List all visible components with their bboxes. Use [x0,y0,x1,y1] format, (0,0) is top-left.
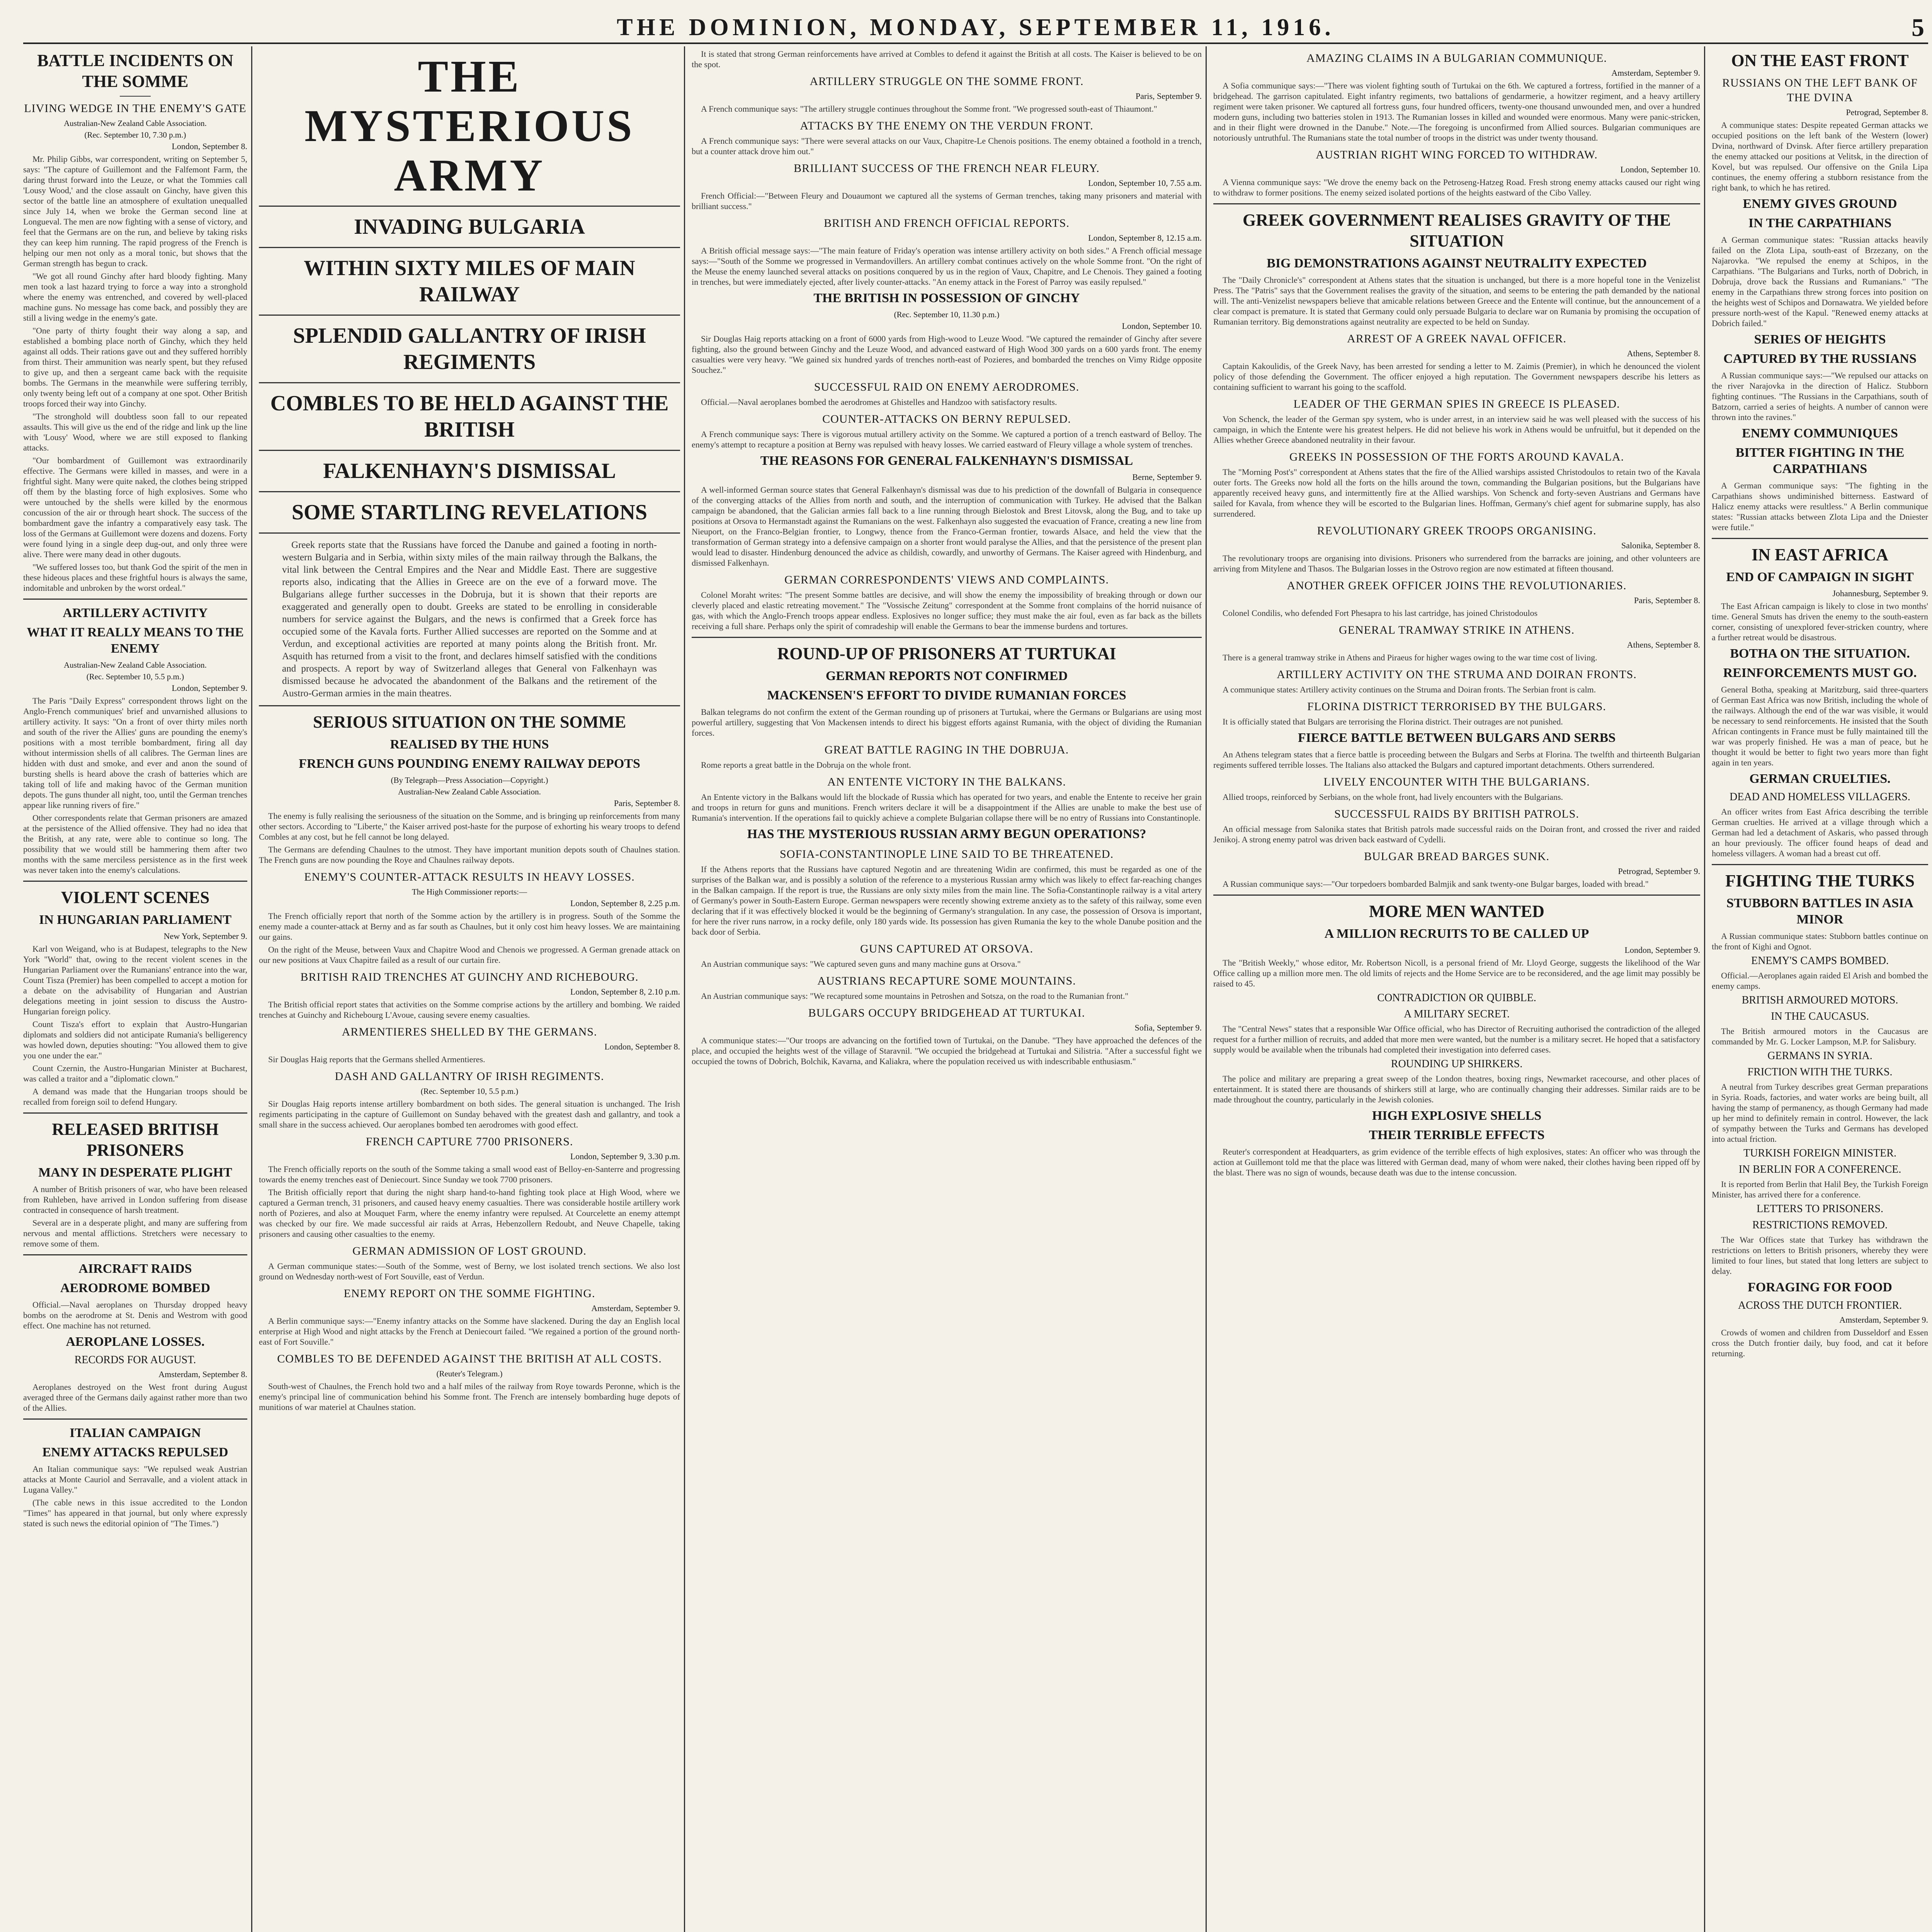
article-paragraph: Aeroplanes destroyed on the West front during August averaged three of the Germans daily against rather more than two of the Allies. [23,1382,247,1413]
headline: IN EAST AFRICA [1752,545,1888,564]
headline: HAS THE MYSTERIOUS RUSSIAN ARMY BEGUN OPERATIONS? [747,827,1146,841]
subheadline: A MILITARY SECRET. [1404,1008,1510,1020]
article-paragraph: A neutral from Turkey describes great German preparations in Syria. Roads, factories, and water works are being built, all having the stamp of permanency, as though Germany had made up her mind to definitely remain in control. However, the lack of sympathy between the Turks and Germans has developed into actual friction. [1712,1082,1928,1144]
article-paragraph: Count Tisza's effort to explain that Austro-Hungarian diplomats and soldiers did not anticipate Rumania's belligerency was howled down, deputies shouting: "You allowed them to give you one under the ear." [23,1019,247,1060]
article-paragraph: A German communique says: "The fighting in the Carpathians shows undiminished bitterness. Eastward of Halicz enemy attacks were resultless." A Berlin communique states: "Russian attacks between Zlota Lipa and the Dniester were futile." [1712,481,1928,532]
headline-deck: SOME STARTLING REVELATIONS [291,500,648,524]
article-paragraph: The War Offices state that Turkey has withdrawn the restrictions on letters to British prisoners, whereby they were limited to four lines, but stated that long letters are subject to delay. [1712,1235,1928,1276]
article-paragraph: General Botha, speaking at Maritzburg, said three-quarters of German East Africa was now British, including the whole of the railways. Although the end of the war was visible, it would be necessary to send reinforcements. He insisted that the South African contingents in France must be fully maintained till the war was properly finished. He was a man of peace, but he thought it would be better to fight two years more than fight again in ten years. [1712,685,1928,767]
subheadline: FRICTION WITH THE TURKS. [1747,1066,1893,1078]
headline: FORAGING FOR FOOD [1748,1280,1892,1294]
article-paragraph: "We got all round Ginchy after hard bloody fighting. Many men took a last hazard trying to force a way into a stronghold where the enemy was entrenched, and covered by well-placed machine guns. No message has come back, and possibly they are still a living wedge in the enemy's gate. [23,271,247,323]
article-paragraph: Official.—Naval aeroplanes on Thursday dropped heavy bombs on the aerodrome at St. Denis and Westrom with good effect. One machine has not returned. [23,1300,247,1330]
article-paragraph: Rome reports a great battle in the Dobruja on the whole front. [701,760,911,770]
subheadline: THEIR TERRIBLE EFFECTS [1369,1128,1545,1142]
subheadline: REALISED BY THE HUNS [390,737,549,752]
subheadline: GERMAN REPORTS NOT CONFIRMED [825,669,1068,683]
article-paragraph: A German communique states: "Russian attacks heavily failed on the Zlota Lipa, south-east of Brzezany, on the Najarovka. "We repulsed the enemy at Schipos, in the Carpathians. "The Bulgarians and Turks, north of Dobrich, in Dobruja, drove back the Russians and Rumanians." "The enemy in the Carpathians threw strong forces into position on the heights west of Schipos and Dornawatra. We yielded before pressure north-west of the Kapul. "Renewed enemy attacks at Dobrich failed." [1712,235,1928,328]
headline: AN ENTENTE VICTORY IN THE BALKANS. [827,776,1066,788]
byline: Australian-New Zealand Cable Association. [64,119,207,128]
article-paragraph: A Russian communique says:—"Our torpedoers bombarded Balmjik and sank twenty-one Bulgar barges, loaded with bread." [1223,879,1649,889]
headline: GUNS CAPTURED AT ORSOVA. [860,942,1033,955]
article-paragraph: South-west of Chaulnes, the French hold two and a half miles of the railway from Roye towards Peronne, which is the enemy's principal line of communication behind his Somme front. The French are intensely bombarding huge depots of munitions of war materiel at Chaulnes station. [259,1381,680,1412]
headline: AEROPLANE LOSSES. [66,1335,205,1349]
article-paragraph: A number of British prisoners of war, who have been released from Ruhleben, have arrived in London suffering from disease contracted in consequence of harsh treatment. [23,1184,247,1215]
article-paragraph: Official.—Aeroplanes again raided El Arish and bombed the enemy camps. [1712,971,1928,991]
headline: SERIOUS SITUATION ON THE SOMME [313,713,626,731]
headline: AIRCRAFT RAIDS [78,1262,192,1276]
article-paragraph: There is a general tramway strike in Athens and Piraeus for higher wages owing to the war time cost of living. [1223,653,1597,662]
headline: ENEMY'S CAMPS BOMBED. [1751,955,1889,967]
headline: GREEK GOVERNMENT REALISES GRAVITY OF THE SITUATION [1243,211,1671,250]
column-4: AMAZING CLAIMS IN A BULGARIAN COMMUNIQUE. Amsterdam, September 9. A Sofia communique says:—"There was violent fighting south of Turtukai on the 6th. We captured a fortress, fortified in the manner of a bridgehead. The garrison capitulated. Eight infantry regiments, two battalions of gendarmerie, a howitzer regiment, and a heavy artillery regiment were taken prisoner. We captured all fortress guns, four hundred officers, twenty-one thousand unwounded men, and over a hundred modern guns, including two batteries stolen in 1913. The Rumanian losses in killed and wounded were enormous. Many were panic-stricken, and in their flight were drowned in the Danube." Note.—The foregoing is unconfirmed from Allied sources. Bulgarian communiques are notoriously untruthful. The Rumanians state the total number of troops in the district was under twenty thousand. AUSTRIAN RIGHT WING FORCED TO WITHDRAW. London, September 10. A Vienna communique says: "We drove the enemy back on the Petroseng-Hatzeg Road. Fresh strong enemy attacks caused our right wing to withdraw to former positions. The enemy seized isolated portions of the heights eastward of the Cibo Valley. GREEK GOVERNMENT REALISES GRAVITY OF THE SITUATION BIG DEMONSTRATIONS AGAINST NEUTRALITY EXPECTED The "Daily Chronicle's" correspondent at Athens states that the situation is unchanged, but there is a more hopeful tone in the Venizelist Press. The "Patris" says that the Government realises the gravity of the situation, and seems to be entering the path demanded by the national will. The anti-Venizelist newspapers believe that amicable relations between Greece and the Entente will continue, but the announcement of a clear compact is premature. It is stated that Germany could only persuade Bulgaria to declare war on Rumania by promising the occupation of Rumanian territory. Big demonstrations against neutrality are expected to be held on Sunday. ARREST OF A GREEK NAVAL OFFICER. Athens, September 8. Captain Kakoulidis, of the Greek Navy, has been arrested for sending a letter to M. Zaimis (Premier), in which he denounced the violent policy of those defending the Government. The officer enjoyed a high reputation. The Government newspapers describe his letters as containing sufficient to warrant his going to the scaffold. LEADER OF THE GERMAN SPIES IN GREECE IS PLEASED. Von Schenck, the leader of the German spy system, who is under arrest, in an interview said he was well pleased with the success of his campaign, in which the Entente were his greatest helpers. He did not believe his work in Athens would be unfruitful, but it depended on the Allies whether Greece abandoned neutrality in their favour. GREEKS IN POSSESSION OF THE FORTS AROUND KAVALA. The "Morning Post's" correspondent at Athens states that the fire of the Allied warships assisted Christodoulos to retain two of the Kavala outer forts. The Greeks now hold all the forts on the hills around the town, commanding the Bulgarian positions, but the Bulgarians have apparently received heavy guns, and intermittently fire at the Allied warships. Von Schenck and forty-seven Austrians and Germans have sailed for Kavala, from whence they will be escorted to the Bulgarian lines. Hoffman, Germany's chief agent for submarine supply, has also surrendered. REVOLUTIONARY GREEK TROOPS ORGANISING. Salonika, September 8. The revolutionary troops are organising into divisions. Prisoners who surrendered from the barracks are joining, and other volunteers are arriving from Mitylene and Thasos. The Bulgarian losses in the Ostrovo region are now estimated at fifteen thousand. ANOTHER GREEK OFFICER JOINS THE REVOLUTIONARIES. Paris, September 8. Colonel Condilis, who defended Fort Phesapra to his last cartridge, has joined Christodoulos GENERAL TRAMWAY STRIKE IN ATHENS. Athens, September 8. There is a general tramway strike in Athens and Piraeus for higher wages owing to the war time cost of living. ARTILLERY ACTIVITY ON THE STRUMA AND DOIRAN FRONTS. A communique states: Artillery activity continues on the Struma and Doiran fronts. The Serbian front is calm. FLORINA DISTRICT TERRORISED BY THE BULGARS. It is officially stated that Bulgars are terrorising the Florina district. Their outrages are not punished. FIERCE BATTLE BETWEEN BULGARS AND SERBS An Athens telegram states that a fierce battle is proceeding between the Bulgars and Serbs at Florina. The twelfth and thirteenth Bulgarian regiments suffered terrible losses. The Italians also attacked the Bulgars and captured important detachments. Others surrendered. LIVELY ENCOUNTER WITH THE BULGARIANS. Allied troops, reinforced by Serbians, on the whole front, had lively encounters with the Bulgarians. SUCCESSFUL RAIDS BY BRITISH PATROLS. An official message from Salonika states that British patrols made successful raids on the Doiran front, and crossed the river and raided Jenikoj. A strong enemy patrol was driven back eastward of Cydelli. BULGAR BREAD BARGES SUNK. Petrograd, September 9. A Russian communique says:—"Our torpedoers bombarded Balmjik and sank twenty-one Bulgar barges, loaded with bread." MORE MEN WANTED A MILLION RECRUITS TO BE CALLED UP London, September 9. The "British Weekly," whose editor, Mr. Robertson Nicoll, is a personal friend of Mr. Lloyd George, suggests the likelihood of the War Office calling up a million more men. The old limits of rejects and the Home Service are to be reconsidered, and the age limit may possibly be raised to 45. CONTRADICTION OR QUIBBLE. A MILITARY SECRET. The "Central News" states that a responsible War Office official, who has Director of Recruiting authorised the contradiction of the alleged request for a further million of recruits, and added that more men were wanted, but the number is a military secret. He hoped that a satisfactory supply would be available when the tribunals had completed their investigation into deferred cases. ROUNDING UP SHIRKERS. The police and military are preparing a great sweep of the London theatres, boxing rings, Newmarket racecourse, and other places of entertainment. It is stated there are thousands of shirkers still at large, who are continually changing their addresses. Similar raids are to be made throughout the country, particularly in the Jewish colonies. HIGH EXPLOSIVE SHELLS THEIR TERRIBLE EFFECTS Reuter's correspondent at Headquarters, as grim evidence of the terrible effects of high explosives, states: An officer who was through the action at Guillemont told me that the place was littered with German dead, many of whom were naked, their clothes having been ripped off by the blast. There was no sign of wounds, because death was due to the intense concussion. [1213,52,1700,1177]
headline: BRITISH ARMOURED MOTORS. [1742,994,1898,1006]
column-rule [684,46,685,1932]
headline: AUSTRIAN RIGHT WING FORCED TO WITHDRAW. [1316,148,1598,161]
headline: FLORINA DISTRICT TERRORISED BY THE BULGARS. [1307,700,1606,713]
subheadline: RESTRICTIONS REMOVED. [1752,1219,1888,1231]
headline: REVOLUTIONARY GREEK TROOPS ORGANISING. [1317,524,1597,537]
headline: RELEASED BRITISH PRISONERS [52,1120,219,1160]
subheadline: LIVING WEDGE IN THE ENEMY'S GATE [24,102,247,115]
article-paragraph: Sir Douglas Haig reports intense artillery bombardment on both sides. The general situation is unchanged. The Irish regiments participating in the capture of Guillemont on Sunday behaved with the greatest dash and gallantry, and took a small share in the success achieved. Our aeroplanes bombed ten aerodromes with good effect. [259,1099,680,1129]
headline: ENEMY COMMUNIQUES [1742,426,1898,440]
article-paragraph: An Athens telegram states that a fierce battle is proceeding between the Bulgars and Serbs at Florina. The twelfth and thirteenth Bulgarian regiments suffered terrible losses. The Italians also attacked the Bulgars and captured important detachments. Others surrendered. [1213,750,1700,770]
headline: ENEMY'S COUNTER-ATTACK RESULTS IN HEAVY LOSSES. [304,871,635,883]
article-paragraph: Colonel Condilis, who defended Fort Phesapra to his last cartridge, has joined Christodoulos [1223,608,1538,618]
column-rule [251,46,252,1932]
headline: ARTILLERY STRUGGLE ON THE SOMME FRONT. [810,75,1084,88]
headline: BULGAR BREAD BARGES SUNK. [1364,850,1550,863]
article-paragraph: "One party of thirty fought their way along a sap, and established a bombing place north of Ginchy, which they held against all odds. Their rations gave out and they suffered horribly from thirst. Their ammunition was nearly spent, but they refused to give up, and then a sergeant came back with the requisite bombs. The Germans in the meanwhile were suffering terribly, only twenty being left out of a company at one spot. Other British troops forced their way into Ginchy. [23,326,247,408]
article-paragraph: French Official:—"Between Fleury and Douaumont we captured all the systems of German trenches, taking many prisoners and material with brilliant success." [692,191,1202,211]
headline: GREAT BATTLE RAGING IN THE DOBRUJA. [824,743,1069,756]
headline: LETTERS TO PRISONERS. [1756,1203,1883,1215]
headline: ON THE EAST FRONT [1731,51,1909,70]
headline: ANOTHER GREEK OFFICER JOINS THE REVOLUTIONARIES. [1287,579,1627,592]
main-headline: THE MYSTERIOUS ARMY [304,51,634,201]
headline: FIERCE BATTLE BETWEEN BULGARS AND SERBS [1298,731,1616,745]
article-paragraph: It is officially stated that Bulgars are terrorising the Florina district. Their outrages are not punished. [1223,717,1563,726]
subheadline: IN THE CARPATHIANS [1748,216,1892,230]
article-paragraph: A demand was made that the Hungarian troops should be recalled from foreign soil to defend Hungary. [23,1087,247,1107]
article-paragraph: A French communique says: There is vigorous mutual artillery activity on the Somme. We captured a portion of a trench eastward of Belloy. The enemy's attempt to recapture a position at Berny was repulsed with heavy losses. We carried eastward of Fleury village a whole system of trenches. [692,429,1202,449]
article-paragraph: "Our bombardment of Guillemont was extraordinarily effective. The Germans were killed in masses, and were in a frightful sight. Many were quite naked, the clothes being stripped off them by the blasting force of high explosives. Some who were untouched by the shells were killed by the enormous concussion of the air or through heart shock. The success of the bombardment gave the infantry a comparatively easy task. The loss of the Germans at Guillemont were dozens and dozens. Forty were found lying in a single deep dug-out, and only three were alive. There were many dead in other dugouts. [23,456,247,559]
headline: GREEKS IN POSSESSION OF THE FORTS AROUND KAVALA. [1289,451,1624,463]
subheadline: REINFORCEMENTS MUST GO. [1723,666,1917,680]
subheadline: FRENCH GUNS POUNDING ENEMY RAILWAY DEPOTS [299,757,640,771]
subheadline: AERODROME BOMBED [60,1281,211,1295]
headline: TURKISH FOREIGN MINISTER. [1743,1147,1896,1159]
headline: ATTACKS BY THE ENEMY ON THE VERDUN FRONT. [800,119,1094,132]
article-paragraph: A Vienna communique says: "We drove the enemy back on the Petroseng-Hatzeg Road. Fresh strong enemy attacks caused our right wing to withdraw to former positions. The enemy seized isolated portions of the heights eastward of the Cibo Valley. [1213,177,1700,197]
headline: LIVELY ENCOUNTER WITH THE BULGARIANS. [1323,776,1590,788]
article-paragraph: A well-informed German source states that General Falkenhayn's dismissal was due to his prediction of the downfall of Bulgaria in consequence of the converging attacks of the Allies from north and south, and the interruption of communication with Turkey. He advised that the Balkan campaign be abandoned, that the Galician armies fall back to a line running through Bielostok and Brest Litovsk, along the Bug, and to take up positions at Orsova to Hermanstadt against the Rumanians on the west. Falkenhayn also suggested the evacuation of France, creating a new line from Nieuport, on the Franco-Belgian frontier, to Longwy, thence from the Franco-German frontier, towards Alsace, and held the view that the transformation of German strategy into a defensive campaign on a shorter front would paralyse the Allies, and that the persistence of the present plan would lead to disaster. Hindenburg denounced the advice as childish, cowardly, and unworthy of Germans. The Kaiser agreed with Hindenburg, and dismissed Falkenhayn. [692,485,1202,568]
article-paragraph: The "Morning Post's" correspondent at Athens states that the fire of the Allied warships assisted Christodoulos to retain two of the Kavala outer forts. The Greeks now hold all the forts on the hills around the town, commanding the Bulgarian positions, but the Bulgarians have apparently received heavy guns, and intermittently fire at the Allied warships. Von Schenck and forty-seven Austrians and Germans have sailed for Kavala, from whence they will be escorted to the Bulgarian lines. Hoffman, Germany's chief agent for submarine supply, has also surrendered. [1213,467,1700,519]
article-paragraph: It is stated that strong German reinforcements have arrived at Combles to defend it against the British at all costs. The Kaiser is believed to be on the spot. [692,49,1202,69]
subheadline: IN THE CAUCASUS. [1771,1010,1869,1022]
headline: BULGARS OCCUPY BRIDGEHEAD AT TURTUKAI. [808,1007,1085,1019]
subheadline: MANY IN DESPERATE PLIGHT [38,1165,232,1180]
article-paragraph: The revolutionary troops are organising into divisions. Prisoners who surrendered from the barracks are joining, and other volunteers are arriving from Mitylene and Thasos. The Bulgarian losses in the Ostrovo region are now estimated at fifteen thousand. [1213,553,1700,573]
headline: DASH AND GALLANTRY OF IRISH REGIMENTS. [335,1070,604,1083]
page-number: 5 [1912,14,1924,42]
headline: BRITISH AND FRENCH OFFICIAL REPORTS. [824,217,1070,230]
subheadline: RUSSIANS ON THE LEFT BANK OF THE DVINA [1722,77,1918,104]
article-paragraph: The "British Weekly," whose editor, Mr. Robertson Nicoll, is a personal friend of Mr. Lloyd George, suggests the likelihood of the War Office calling up a million more men. The old limits of rejects and the Home Service are to be reconsidered, and the age limit may possibly be raised to 45. [1213,958,1700,988]
masthead-title: THE DOMINION, MONDAY, SEPTEMBER 11, 1916. [617,14,1335,41]
article-paragraph: The police and military are preparing a great sweep of the London theatres, boxing rings, Newmarket racecourse, and other places of entertainment. It is stated there are thousands of shirkers still at large, who are continually changing their addresses. Similar raids are to be made throughout the country, particularly in the Jewish colonies. [1213,1074,1700,1104]
article-paragraph: Reuter's correspondent at Headquarters, as grim evidence of the terrible effects of high explosives, states: An officer who was through the action at Guillemont told me that the place was littered with German dead, many of whom were naked, their clothes having been ripped off by the blast. There was no sign of wounds, because death was due to the intense concussion. [1213,1147,1700,1177]
subheadline: IN HUNGARIAN PARLIAMENT [39,913,232,927]
headline: ARTILLERY ACTIVITY ON THE STRUMA AND DOIRAN FRONTS. [1277,668,1637,681]
article-paragraph: An Italian communique says: "We repulsed weak Austrian attacks at Monte Cauriol and Serravalle, and a violent attack in Lugana Valley." [23,1464,247,1495]
headline: GERMAN CRUELTIES. [1749,772,1891,786]
article-paragraph: A communique states:—"Our troops are advancing on the fortified town of Turtukai, on the Danube. "They have approached the defences of the place, and occupied the heights west of the village of Staravnil. "We occupied the bridgehead at Turtukai and Silistria. "After a successful fight we occupied the towns of Dobrich, Bolchik, Kavarna, and Kaliakra, where the population received us with indescribable enthusiasm." [692,1036,1202,1066]
article-paragraph: A communique states: Artillery activity continues on the Struma and Doiran fronts. The Serbian front is calm. [1223,685,1596,694]
article-paragraph: Mr. Philip Gibbs, war correspondent, writing on September 5, says: "The capture of Guillemont and the Falfemont Farm, the daring thrust forward into the Leuze, or what the Tommies call 'Lousy Wood,' and the close assault on Ginchy, have given this sector of the battle line an atmosphere of exultation unequalled since July 14, when we broke the German second line at Longueval. The men are now fighting with a sense of victory, and feel that the Germans are on the run, and believe by taking risks they can keep him running. The rapid progress of the French is helping our men not only as a moral tonic, but shows that the German strength has begun to crack. [23,154,247,268]
article-paragraph: "We suffered losses too, but thank God the spirit of the men in these hideous places and these frightful hours is always the same, indomitable and unbroken by the worst ordeal." [23,562,247,593]
headline: AMAZING CLAIMS IN A BULGARIAN COMMUNIQUE. [1306,52,1607,65]
headline: BOTHA ON THE SITUATION. [1730,646,1910,661]
article-paragraph: The Germans are defending Chaulnes to the utmost. They have important munition depots south of Chaulnes station. The French guns are now pounding the Roye and Chaulnes railway depots. [259,845,680,865]
news-summary: Greek reports state that the Russians have forced the Danube and gained a footing in north-western Bulgaria and in Serbia, within sixty miles of the main railway through the Balkans, the vital link between the Central Empires and the Near and Middle East. There are suggestive reports also, indicating that the Allies in Greece are on the eve of a forward move. The Bulgarians allege further successes in the Dobruja, but it is shown that their reports are exaggerated and generally open to doubt. Greeks are stated to be enrolling in considerable numbers for service against the Bulgars, and the news is confirmed that a Greek force has occupied some of the Kavala forts. Further Allied successes are reported on the Somme and at Verdun, and exceptional activities are reported at many points along the British front. Mr. Asquith has returned from a visit to the front, and declares himself satisfied with the conditions and prospects. A report by way of Switzerland alleges that General von Falkenhayn was dismissed because he advocated the abandonment of the Balkans and the retirement of the Austro-German armies in the main theatres. [282,540,657,699]
article-paragraph: A French communique says: "There were several attacks on our Vaux, Chapitre-Le Chenois positions. The enemy obtained a foothold in a trench, but a counter attack drove him out." [692,136,1202,156]
article-paragraph: Count Czernin, the Austro-Hungarian Minister at Bucharest, was called a traitor and a "diplomatic clown." [23,1063,247,1083]
dateline: London, September 8. [172,141,247,151]
column-5: ON THE EAST FRONT RUSSIANS ON THE LEFT BANK OF THE DVINA Petrograd, September 8. A communique states: Despite repeated German attacks we occupied positions on the left bank of the Western (lower) Dvina, northward of Dvinsk. After fierce artillery preparation the enemy attacked our positions at Velitsk, in the direction of Kovel, but was repulsed. Our offensive on the Gnila Lipa continues, the enemy offering a stubborn resistance from the right bank, to which he has retired. ENEMY GIVES GROUND IN THE CARPATHIANS A German communique states: "Russian attacks heavily failed on the Zlota Lipa, south-east of Brzezany, on the Najarovka. "We repulsed the enemy at Schipos, in the Carpathians. "The Bulgarians and Turks, north of Dobrich, in Dobruja, drove back the Russians and Rumanians." "The enemy in the Carpathians threw strong forces into position on the heights west of Schipos and Dornawatra. We yielded before pressure north-west of the Kapul. "Renewed enemy attacks at Dobrich failed." SERIES OF HEIGHTS CAPTURED BY THE RUSSIANS A Russian communique says:—"We repulsed our attacks on the river Narajovka in the direction of Halicz. Stubborn fighting continues. "The Russians in the Carpathians, south of Batzorn, carried a series of heights. A number of cannon were thrown into the ravines." ENEMY COMMUNIQUES BITTER FIGHTING IN THE CARPATHIANS A German communique says: "The fighting in the Carpathians shows undiminished bitterness. Eastward of Halicz enemy attacks were resultless." A Berlin communique states: "Russian attacks between Zlota Lipa and the Dniester were futile." IN EAST AFRICA END OF CAMPAIGN IN SIGHT Johannesburg, September 9. The East African campaign is likely to close in two months' time. General Smuts has driven the enemy to the south-eastern corner, consisting of unexplored fever-stricken country, where a further retreat would be disastrous. BOTHA ON THE SITUATION. REINFORCEMENTS MUST GO. General Botha, speaking at Maritzburg, said three-quarters of German East Africa was now British, including the whole of the railways. Although the end of the war was visible, it would be necessary to send reinforcements. He insisted that the South African contingents in France must be fully maintained till the war was properly finished. He was a man of peace, but he thought it would be better to fight two years more than fight again in ten years. GERMAN CRUELTIES. DEAD AND HOMELESS VILLAGERS. An officer writes from East Africa describing the terrible German cruelties. He arrived at a village through which a German had led a detachment of Askaris, who passed through an hour previously. The officer found heaps of dead and homeless villagers. A woman had a breast cut off. FIGHTING THE TURKS STUBBORN BATTLES IN ASIA MINOR A Russian communique states: Stubborn battles continue on the front of Kighi and Ognot. ENEMY'S CAMPS BOMBED. Official.—Aeroplanes again raided El Arish and bombed the enemy camps. BRITISH ARMOURED MOTORS. IN THE CAUCASUS. The British armoured motors in the Caucasus are commanded by Mr. G. Locker Lampson, M.P. for Salisbury. GERMANS IN SYRIA. FRICTION WITH THE TURKS. A neutral from Turkey describes great German preparations in Syria. Roads, factories, and water works are being built, all having the stamp of permanency, as though Germany had made up her mind to definitely remain in control. However, the lack of sympathy between the Turks and Germans has developed into actual friction. TURKISH FOREIGN MINISTER. IN BERLIN FOR A CONFERENCE. It is reported from Berlin that Halil Bey, the Turkish Foreign Minister, has arrived there for a conference. LETTERS TO PRISONERS. RESTRICTIONS REMOVED. The War Offices state that Turkey has withdrawn the restrictions on letters to British prisoners, whereby they were limited to four lines, but stated that long letters are subject to delay. FORAGING FOR FOOD ACROSS THE DUTCH FRONTIER. Amsterdam, September 9. Crowds of women and children from Dusseldorf and Essen cross the Dutch frontier daily, buy food, and cat it before returning. [1712,51,1928,1358]
headline: HIGH EXPLOSIVE SHELLS [1372,1109,1542,1123]
article-paragraph: It is reported from Berlin that Halil Bey, the Turkish Foreign Minister, has arrived there for a conference. [1712,1179,1928,1199]
headline-deck: COMBLES TO BE HELD AGAINST THE BRITISH [270,391,669,442]
headline: ARTILLERY ACTIVITY [63,606,208,620]
headline: COUNTER-ATTACKS ON BERNY REPULSED. [822,413,1071,425]
subheadline: CONTRADICTION OR QUIBBLE. [1377,992,1536,1004]
article-paragraph: Other correspondents relate that German prisoners are amazed at the persistence of the Allied offensive. They had no idea that the British, at any rate, were able to continue so long. The possibility that we would still be hammering them after two months with the same merciless persistence as in the first week was never taken into the enemy's calculations. [23,813,247,875]
subheadline: RECORDS FOR AUGUST. [74,1354,196,1366]
article-paragraph: The "Daily Chronicle's" correspondent at Athens states that the situation is unchanged, but there is a more hopeful tone in the Venizelist Press. The "Patris" says that the Government realises the gravity of the situation, and seems to be entering the path demanded by the national will. The anti-Venizelist newspapers believe that amicable relations between Greece and the Entente will continue, but the announcement of a clear compact is premature. It is stated that Germany could only persuade Bulgaria to declare war on Rumania by promising the occupation of Rumanian territory. Big demonstrations against neutrality are expected to be held on Sunday. [1213,275,1700,327]
article-paragraph: Captain Kakoulidis, of the Greek Navy, has been arrested for sending a letter to M. Zaimis (Premier), in which he denounced the violent policy of those defending the Government. The officer enjoyed a high reputation. The Government newspapers describe his letters as containing sufficient to warrant his going to the scaffold. [1213,361,1700,392]
article-paragraph: The British officially report that during the night sharp hand-to-hand fighting took place at High Wood, where we captured a German trench, 31 prisoners, and caused heavy enemy casualties. There was considerable hostile artillery work north of Pozieres, and also at Mouquet Farm, where the enemy infantry were repulsed. At Courcelette an enemy attempt was checked by our fire. We made successful air raids at Arras, Hebenzollern Redoubt, and Neuve Chapelle, taking prisoners and causing other casualties to the enemy. [259,1187,680,1239]
headline: GERMAN ADMISSION OF LOST GROUND. [352,1245,587,1257]
article-paragraph: A British official message says:—"The main feature of Friday's operation was intense artillery activity on both sides." A French official message says:—"South of the Somme we progressed in Vermandovillers. An artillery combat continues actively on the whole Somme front. "On the right of the Meuse the enemy launched several attacks on positions conquered by us in the region of Vaux, Chapitre, and Le Chenois. They gained a footing in trenches, but were immediately ejected, after lively counter-attacks. "An enemy attack in the Forest of Parroy was easily repulsed." [692,246,1202,287]
subheadline: BIG DEMONSTRATIONS AGAINST NEUTRALITY EXPECTED [1267,256,1647,270]
article-paragraph: A French communique says: "The artillery struggle continues throughout the Somme front. "We progressed south-east of Thiaumont." [701,104,1157,114]
article-paragraph: Sir Douglas Haig reports attacking on a front of 6000 yards from High-wood to Leuze Wood. "We captured the remainder of Ginchy after severe fighting, also the ground between Ginchy and the Leuze Wood, and advanced eastward of High Wood 300 yards on a 600 yards front. The enemy casualties were very heavy. "We gained six hundred yards of trenches north-east of Pozieres, and bombarded the trenches on Vimy Ridge opposite Souchez." [692,334,1202,375]
article-paragraph: A Russian communique states: Stubborn battles continue on the front of Kighi and Ognot. [1712,931,1928,951]
article-paragraph: An officer writes from East Africa describing the terrible German cruelties. He arrived at a village through which a German had led a detachment of Askaris, who passed through an hour previously. The officer found heaps of dead and homeless villagers. A woman had a breast cut off. [1712,807,1928,858]
subheadline: ENEMY ATTACKS REPULSED [42,1445,228,1459]
column-3: It is stated that strong German reinforcements have arrived at Combles to defend it against the British at all costs. The Kaiser is believed to be on the spot. ARTILLERY STRUGGLE ON THE SOMME FRONT. Paris, September 9. A French communique says: "The artillery struggle continues throughout the Somme front. "We progressed south-east of Thiaumont." ATTACKS BY THE ENEMY ON THE VERDUN FRONT. A French communique says: "There were several attacks on our Vaux, Chapitre-Le Chenois positions. The enemy obtained a foothold in a trench, but a counter attack drove him out." BRILLIANT SUCCESS OF THE FRENCH NEAR FLEURY. London, September 10, 7.55 a.m. French Official:—"Between Fleury and Douaumont we captured all the systems of German trenches, taking many prisoners and material with brilliant success." BRITISH AND FRENCH OFFICIAL REPORTS. London, September 8, 12.15 a.m. A British official message says:—"The main feature of Friday's operation was intense artillery activity on both sides." A French official message says:—"South of the Somme we progressed in Vermandovillers. An artillery combat continues actively on the whole Somme front. "On the right of the Meuse the enemy launched several attacks on positions conquered by us in the region of Vaux, Chapitre, and Le Chenois. They gained a footing in trenches, but were immediately ejected, after lively counter-attacks. "An enemy attack in the Forest of Parroy was easily repulsed." THE BRITISH IN POSSESSION OF GINCHY (Rec. September 10, 11.30 p.m.) London, September 10. Sir Douglas Haig reports attacking on a front of 6000 yards from High-wood to Leuze Wood. "We captured the remainder of Ginchy after severe fighting, also the ground between Ginchy and the Leuze Wood, and advanced eastward of High Wood 300 yards on a 600 yards front. The enemy casualties were very heavy. "We gained six hundred yards of trenches north-east of Pozieres, and bombarded the trenches on Vimy Ridge opposite Souchez." SUCCESSFUL RAID ON ENEMY AERODROMES. Official.—Naval aeroplanes bombed the aerodromes at Ghistelles and Handzoo with satisfactory results. COUNTER-ATTACKS ON BERNY REPULSED. A French communique says: There is vigorous mutual artillery activity on the Somme. We captured a portion of a trench eastward of Belloy. The enemy's attempt to recapture a position at Berny was repulsed with heavy losses. We carried eastward of Fleury village a whole system of trenches. THE REASONS FOR GENERAL FALKENHAYN'S DISMISSAL Berne, September 9. A well-informed German source states that General Falkenhayn's dismissal was due to his prediction of the downfall of Bulgaria in consequence of the converging attacks of the Allies from north and south, and the interruption of communication with Turkey. He advised that the Balkan campaign be abandoned, that the Galician armies fall back to a line running through Bielostok and Brest Litovsk, along the Bug, and to take up positions at Orsova to Hermanstadt against the Rumanians on the west. Falkenhayn also suggested the evacuation of France, creating a new line from Nieuport, on the Franco-Belgian frontier, to Longwy, thence from the Franco-German frontier, towards Alsace, and held the view that the transformation of German strategy into a defensive campaign on a shorter front would paralyse the Allies, and that the persistence of the present plan would lead to disaster. Hindenburg denounced the advice as childish, cowardly, and unworthy of Germans. The Kaiser agreed with Hindenburg, and dismissed Falkenhayn. GERMAN CORRESPONDENTS' VIEWS AND COMPLAINTS. Colonel Moraht writes: "The present Somme battles are decisive, and will show the enemy the impossibility of breaking through or down our cleverly placed and elastic retreating movement." The "Vossische Zeitung" correspondent at the Somme front complains of the horrid nuisance of gas, with which the Anglo-French troops appear endless. Explosives no longer suffice; they must make the air foul, even as far back as the billets receiving a full share. Perhaps only the spirit of comradeship will enable the Germans to bear the immense burdens and tortures. ROUND-UP OF PRISONERS AT TURTUKAI GERMAN REPORTS NOT CONFIRMED MACKENSEN'S EFFORT TO DIVIDE RUMANIAN FORCES Balkan telegrams do not confirm the extent of the German rounding up of prisoners at Turtukai, where the Germans or Bulgarians are using most powerful artillery, suggesting that Von Mackensen intends to direct his biggest efforts against Rumania, with the object of dividing the Rumanian forces. GREAT BATTLE RAGING IN THE DOBRUJA. Rome reports a great battle in the Dobruja on the whole front. AN ENTENTE VICTORY IN THE BALKANS. An Entente victory in the Balkans would lift the blockade of Russia which has operated for two years, and enable the Entente to receive her grain and troops in return for guns and munitions. French writers declare it will be a disappointment if the Allies are unable to make the best use of Rumania's intervention. If the operations fail to quickly achieve a complete Bulgarian collapse there will be no entry of Russians into Constantinople. HAS THE MYSTERIOUS RUSSIAN ARMY BEGUN OPERATIONS? SOFIA-CONSTANTINOPLE LINE SAID TO BE THREATENED. If the Athens reports that the Russians have captured Negotin and are threatening Widin are confirmed, this must be regarded as one of the surprises of the Balkan war, and is possibly a solution of the reference to a mysterious Russian army which was likely to effect far-reaching changes in the Balkan campaign. If the report is true, the Russians are only sixty miles from the main line. The Sofia-Constantinople railway is a vital artery of Germany's power in South-Eastern Europe. German newspapers were recently showing extreme anxiety as to the safety of this railway, some even declaring that if it was effectively blocked it would be the beginning of Germany's strangulation. In any case, the possession of Orsova is important, for here the river runs narrow, in a rocky defile, only 180 yards wide. Its possession has given Rumania the key to the whole Danube position and the back door of Serbia. GUNS CAPTURED AT ORSOVA. An Austrian communique says: "We captured seven guns and many machine guns at Orsova." AUSTRIANS RECAPTURE SOME MOUNTAINS. An Austrian communique says: "We recaptured some mountains in Petroshen and Sotsza, on the road to the Rumanian front." BULGARS OCCUPY BRIDGEHEAD AT TURTUKAI. Sofia, September 9. A communique states:—"Our troops are advancing on the fortified town of Turtukai, on the Danube. "They have approached the defences of the place, and occupied the heights west of the village of Staravnil. "We occupied the bridgehead at Turtukai and Silistria. "After a successful fight we occupied the towns of Dobrich, Bolchik, Kavarna, and Kaliakra, where the population received us with indescribable enthusiasm." [692,49,1202,1066]
article-paragraph: Allied troops, reinforced by Serbians, on the whole front, had lively encounters with the Bulgarians. [1223,792,1563,802]
article-paragraph: A communique states: Despite repeated German attacks we occupied positions on the left bank of the Western (lower) Dvina, northward of Dvinsk. After fierce artillery preparation the enemy attacked our positions at Velitsk, in the direction of Kovel, but was repulsed. Our offensive on the Gnila Lipa continues, the enemy offering a stubborn resistance from the right bank, to which he has retired. [1712,120,1928,192]
headline: SUCCESSFUL RAID ON ENEMY AERODROMES. [814,381,1080,393]
subheadline: ACROSS THE DUTCH FRONTIER. [1738,1299,1902,1311]
article-paragraph: "The stronghold will doubtless soon fall to our repeated assaults. This will give us the end of the ridge and link up the line with 'Lousy' Wood, where we are still exposed to flanking attacks. [23,412,247,452]
article-paragraph: A Sofia communique says:—"There was violent fighting south of Turtukai on the 6th. We captured a fortress, fortified in the manner of a bridgehead. The garrison capitulated. Eight infantry regiments, two battalions of gendarmerie, a howitzer regiment, and a heavy artillery regiment were taken prisoner. We captured all fortress guns, four hundred officers, twenty-one thousand unwounded men, and over a hundred modern guns, including two batteries stolen in 1913. The Rumanian losses in killed and wounded were enormous. Many were panic-stricken, and in their flight were drowned in the Danube." Note.—The foregoing is unconfirmed from Allied sources. Bulgarian communiques are notoriously untruthful. The Rumanians state the total number of troops in the district was under twenty thousand. [1213,81,1700,143]
headline: THE BRITISH IN POSSESSION OF GINCHY [813,291,1080,305]
column-2: THE MYSTERIOUS ARMY INVADING BULGARIA WITHIN SIXTY MILES OF MAIN RAILWAY SPLENDID GALLANTRY OF IRISH REGIMENTS COMBLES TO BE HELD AGAINST THE BRITISH FALKENHAYN'S DISMISSAL SOME STARTLING REVELATIONS Greek reports state that the Russians have forced the Danube and gained a footing in north-western Bulgaria and in Serbia, within sixty miles of the main railway through the Balkans, the vital link between the Central Empires and the Near and Middle East. There are suggestive reports also, indicating that the Allies in Greece are on the eve of a forward move. The Bulgarians allege further successes in the Dobruja, but it is shown that their reports are exaggerated and generally open to doubt. Greeks are stated to be enrolling in considerable numbers for service against the Bulgars, and the news is confirmed that a Greek force has occupied some of the Kavala forts. Further Allied successes are reported on the Somme and at Verdun, and exceptional activities are reported at many points along the British front. Mr. Asquith has returned from a visit to the front, and declares himself satisfied with the conditions and prospects. A report by way of Switzerland alleges that General von Falkenhayn was dismissed because he advocated the abandonment of the Balkans and the retirement of the Austro-German armies in the main theatres. SERIOUS SITUATION ON THE SOMME REALISED BY THE HUNS FRENCH GUNS POUNDING ENEMY RAILWAY DEPOTS (By Telegraph—Press Association—Copyright.) Australian-New Zealand Cable Association. Paris, September 8. The enemy is fully realising the seriousness of the situation on the Somme, and is bringing up reinforcements from many other sectors. According to "Liberte," the Kaiser arrived post-haste for the purpose of exhorting his weary troops to defend Combles at any cost, but he fell cannot be long delayed. The Germans are defending Chaulnes to the utmost. They have important munition depots south of Chaulnes station. The French guns are now pounding the Roye and Chaulnes railway depots. ENEMY'S COUNTER-ATTACK RESULTS IN HEAVY LOSSES. The High Commissioner reports:— London, September 8, 2.25 p.m. The French officially report that north of the Somme action by the artillery is in progress. South of the Somme the enemy made a counter-attack at Berny and as far south as Chaulnes, but it only cost him heavy losses. We are maintaining our gains. On the right of the Meuse, between Vaux and Chapitre Wood and Chenois we progressed. A German grenade attack on our new positions at Vaux Chapitre failed as a result of our curtain fire. BRITISH RAID TRENCHES AT GUINCHY AND RICHEBOURG. London, September 8, 2.10 p.m. The British official report states that activities on the Somme comprise actions by the artillery and bombing. We raided trenches at Guinchy and Richebourg L'Avoue, causing severe enemy casualties. ARMENTIERES SHELLED BY THE GERMANS. London, September 8. Sir Douglas Haig reports that the Germans shelled Armentieres. DASH AND GALLANTRY OF IRISH REGIMENTS. (Rec. September 10, 5.5 p.m.) Sir Douglas Haig reports intense artillery bombardment on both sides. The general situation is unchanged. The Irish regiments participating in the capture of Guillemont on Sunday behaved with the greatest dash and gallantry, and took a small share in the success achieved. Our aeroplanes bombed ten aerodromes with good effect. FRENCH CAPTURE 7700 PRISONERS. London, September 9, 3.30 p.m. The French officially reports on the south of the Somme taking a small wood east of Belloy-en-Santerre and progressing towards the enemy trenches east of Deniecourt. Since Sunday we took 7700 prisoners. The British officially report that during the night sharp hand-to-hand fighting took place at High Wood, where we captured a German trench, 31 prisoners, and caused heavy enemy casualties. There was considerable hostile artillery work north of Pozieres, and also at Mouquet Farm, where the enemy infantry were repulsed. At Courcelette an enemy attempt was checked by our fire. We made successful air raids at Arras, Hebenzollern Redoubt, and Neuve Chapelle, taking prisoners and causing other casualties to the enemy. GERMAN ADMISSION OF LOST GROUND. A German communique states:—South of the Somme, west of Berny, we lost isolated trench sections. We also lost ground on Wednesday north-west of Fort Souville, east of Verdun. ENEMY REPORT ON THE SOMME FIGHTING. Amsterdam, September 9. A Berlin communique says:—"Enemy infantry attacks on the Somme have slackened. During the day an English local enterprise at High Wood and night attacks by the French at Deniecourt failed. "We regained a portion of the ground north-east of Fort Souville." COMBLES TO BE DEFENDED AGAINST THE BRITISH AT ALL COSTS. (Reuter's Telegram.) South-west of Chaulnes, the French hold two and a half miles of the railway from Roye towards Peronne, which is the enemy's principal line of communication behind his Somme front. The French are intensely bombarding huge depots of munitions of war materiel at Chaulnes station. [259,51,680,1412]
subheadline: MACKENSEN'S EFFORT TO DIVIDE RUMANIAN FORCES [767,688,1126,702]
article-paragraph: A Russian communique says:—"We repulsed our attacks on the river Narajovka in the direction of Halicz. Stubborn fighting continues. "The Russians in the Carpathians, south of Batzorn, carried a series of heights. A number of cannon were thrown into the ravines." [1712,371,1928,422]
headline-deck: INVADING BULGARIA [354,215,585,239]
headline: ARREST OF A GREEK NAVAL OFFICER. [1347,332,1566,345]
article-paragraph: Several are in a desperate plight, and many are suffering from nervous and mental afflictions. Stretchers were necessary to remove some of them. [23,1218,247,1248]
headline: VIOLENT SCENES [61,888,210,907]
article-paragraph: A German communique states:—South of the Somme, west of Berny, we lost isolated trench sections. We also lost ground on Wednesday north-west of Fort Souville, east of Verdun. [259,1261,680,1281]
column-rule [1704,46,1705,1932]
article-paragraph: A Berlin communique says:—"Enemy infantry attacks on the Somme have slackened. During the day an English local enterprise at High Wood and night attacks by the French at Deniecourt failed. "We regained a portion of the ground north-east of Fort Souville." [259,1316,680,1347]
column-rule [1206,46,1207,1932]
headline: LEADER OF THE GERMAN SPIES IN GREECE IS PLEASED. [1293,398,1620,410]
subheadline: CAPTURED BY THE RUSSIANS [1723,352,1917,366]
subheadline: SOFIA-CONSTANTINOPLE LINE SAID TO BE THREATENED. [780,848,1114,861]
headline: BATTLE INCIDENTS ON THE SOMME [37,51,233,91]
article-paragraph: The French officially report that north of the Somme action by the artillery is in progress. South of the Somme the enemy made a counter-attack at Berny and as far south as Chaulnes, but it only cost him heavy losses. We are maintaining our gains. [259,911,680,942]
article-paragraph: An official message from Salonika states that British patrols made successful raids on the Doiran front, and crossed the river and raided Jenikoj. A strong enemy patrol was driven back eastward of Cydelli. [1213,824,1700,844]
headline-deck: FALKENHAYN'S DISMISSAL [323,459,616,483]
article-paragraph: The French officially reports on the south of the Somme taking a small wood east of Belloy-en-Santerre and progressing towards the enemy trenches east of Deniecourt. Since Sunday we took 7700 prisoners. [259,1164,680,1184]
subheadline: END OF CAMPAIGN IN SIGHT [1726,570,1914,584]
headline: GERMANS IN SYRIA. [1767,1050,1872,1062]
masthead [23,12,1928,44]
headline: FRENCH CAPTURE 7700 PRISONERS. [366,1135,573,1148]
headline: ENEMY GIVES GROUND [1743,197,1897,211]
headline: ENEMY REPORT ON THE SOMME FIGHTING. [344,1287,595,1300]
article-paragraph: Balkan telegrams do not confirm the extent of the German rounding up of prisoners at Turtukai, where the Germans or Bulgarians are using most powerful artillery, suggesting that Von Mackensen intends to direct his biggest efforts against Rumania, with the object of dividing the Rumanian forces. [692,707,1202,738]
headline: ITALIAN CAMPAIGN [70,1426,201,1440]
article-paragraph: Official.—Naval aeroplanes bombed the aerodromes at Ghistelles and Handzoo with satisfactory results. [701,397,1057,407]
article-paragraph: Von Schenck, the leader of the German spy system, who is under arrest, in an interview said he was well pleased with the success of his campaign, in which the Entente were his greatest helpers. He did not believe his work in Athens would be unfruitful, but it depended on the Allies whether Greece abandoned neutrality in their favour. [1213,414,1700,445]
headline: BRITISH RAID TRENCHES AT GUINCHY AND RICHEBOURG. [300,971,639,983]
headline: GERMAN CORRESPONDENTS' VIEWS AND COMPLAINTS. [784,573,1109,586]
article-paragraph: Crowds of women and children from Dusseldorf and Essen cross the Dutch frontier daily, buy food, and cat it before returning. [1712,1328,1928,1358]
headline-deck: SPLENDID GALLANTRY OF IRISH REGIMENTS [293,324,646,374]
headline: MORE MEN WANTED [1369,902,1544,921]
received-time: (Rec. September 10, 7.30 p.m.) [84,130,186,139]
article-paragraph: The Paris "Daily Express" correspondent throws light on the Anglo-French communiques' brief and unvarnished allusions to artillery activity. It says: "On a front of over thirty miles north and south of the river the Allies' guns are pounding the enemy's positions with a most terrible bombardment, firing all day without intermission shells of all calibres. The German lines are hidden with dust and smoke, and ever and anon the sound of bursting shells is heard above the crash of batteries which are taking toll of life and making havoc of the German munition depots. The guns thunder all night, too, until the German trenches appear like running rivers of fire." [23,696,247,810]
subheadline: BITTER FIGHTING IN THE CARPATHIANS [1735,446,1905,476]
article-paragraph: The British official report states that activities on the Somme comprise actions by the artillery and bombing. We raided trenches at Guinchy and Richebourg L'Avoue, causing severe enemy casualties. [259,1000,680,1020]
article-paragraph: The "Central News" states that a responsible War Office official, who has Director of Recruiting authorised the contradiction of the alleged request for a further million of recruits, and added that more men were wanted, but the number is a military secret. He hoped that a satisfactory supply would be available when the tribunals had completed their investigation into deferred cases. [1213,1024,1700,1054]
article-paragraph: Karl von Weigand, who is at Budapest, telegraphs to the New York "World" that, owing to the recent violent scenes in the Hungarian Parliament over the Rumanians' entrance into the war, Count Tisza (Premier) has been compelled to accept a motion for a debate on the advisability of Hungarian and Austrian delegations meeting in joint session to discuss the Austro-Hungarian foreign policy. [23,944,247,1016]
subheadline: STUBBORN BATTLES IN ASIA MINOR [1726,896,1914,927]
article-paragraph: The East African campaign is likely to close in two months' time. General Smuts has driven the enemy to the south-eastern corner, consisting of unexplored fever-stricken country, where a further retreat would be disastrous. [1712,601,1928,642]
headline: SUCCESSFUL RAIDS BY BRITISH PATROLS. [1334,808,1579,820]
article-paragraph: Colonel Moraht writes: "The present Somme battles are decisive, and will show the enemy the impossibility of breaking through or down our cleverly placed and elastic retreating movement." The "Vossische Zeitung" correspondent at the Somme front complains of the horrid nuisance of gas, with which the Anglo-French troops appear endless. Explosives no longer suffice; they must make the air foul, even as far back as the billets receiving a full share. Perhaps only the spirit of comradeship will enable the Germans to bear the immense burdens and tortures. [692,590,1202,631]
headline: BRILLIANT SUCCESS OF THE FRENCH NEAR FLEURY. [794,162,1100,175]
headline: GENERAL TRAMWAY STRIKE IN ATHENS. [1339,624,1575,636]
subheadline: IN BERLIN FOR A CONFERENCE. [1738,1163,1901,1175]
headline: ROUND-UP OF PRISONERS AT TURTUKAI [777,644,1116,663]
editorial-note: (The cable news in this issue accredited to the London "Times" has appeared in that journal, but only where expressly stated is such news the editorial opinion of "The Times.") [23,1498,247,1528]
subheadline: WHAT IT REALLY MEANS TO THE ENEMY [27,625,244,656]
article-paragraph: If the Athens reports that the Russians have captured Negotin and are threatening Widin are confirmed, this must be regarded as one of the surprises of the Balkan war, and is possibly a solution of the reference to a mysterious Russian army which was likely to effect far-reaching changes in the Balkan campaign. If the report is true, the Russians are only sixty miles from the main line. The Sofia-Constantinople railway is a vital artery of Germany's power in South-Eastern Europe. German newspapers were recently showing extreme anxiety as to the safety of this railway, some even declaring that if it was effectively blocked it would be the beginning of Germany's strangulation. In any case, the possession of Orsova is important, for here the river runs narrow, in a rocky defile, only 180 yards wide. Its possession has given Rumania the key to the whole Danube position and the back door of Serbia. [692,864,1202,937]
article-paragraph: An Austrian communique says: "We recaptured some mountains in Petroshen and Sotsza, on the road to the Rumanian front." [701,991,1129,1001]
article-paragraph: The enemy is fully realising the seriousness of the situation on the Somme, and is bringing up reinforcements from many other sectors. According to "Liberte," the Kaiser arrived post-haste for the purpose of exhorting his weary troops to defend Combles at any cost, but he fell cannot be long delayed. [259,811,680,842]
subheadline: DEAD AND HOMELESS VILLAGERS. [1730,791,1910,803]
column-1: BATTLE INCIDENTS ON THE SOMME LIVING WEDGE IN THE ENEMY'S GATE Australian-New Zealand Cable Association. (Rec. September 10, 7.30 p.m.) London, September 8. Mr. Philip Gibbs, war correspondent, writing on September 5, says: "The capture of Guillemont and the Falfemont Farm, the daring thrust forward into the Leuze, or what the Tommies call 'Lousy Wood,' and the close assault on Ginchy, have given this sector of the battle line an atmosphere of exultation unequalled since July 14, when we broke the German second line at Longueval. The men are now fighting with a sense of victory, and feel that the Germans are on the run, and believe by taking risks they can keep him running. The rapid progress of the French is helping our men not only as a moral tonic, but shows that the German strength has begun to crack. "We got all round Ginchy after hard bloody fighting. Many men took a last hazard trying to force a way into a stronghold where the enemy was entrenched, and covered by well-placed machine guns. No message has come back, and possibly they are still a living wedge in the enemy's gate. "One party of thirty fought their way along a sap, and established a bombing place north of Ginchy, which they held against all odds. Their rations gave out and they suffered horribly from thirst. Their ammunition was nearly spent, but they refused to give up, and then a sergeant came back with the requisite bombs. The Germans in the meanwhile were suffering terribly, only twenty being left out of a company at one spot. Other British troops forced their way into Ginchy. "The stronghold will doubtless soon fall to our repeated assaults. This will give us the end of the ridge and link up the line with 'Lousy' Wood, where we are still exposed to flanking attacks. "Our bombardment of Guillemont was extraordinarily effective. The Germans were killed in masses, and were in a frightful sight. Many were quite naked, the clothes being stripped off them by the blasting force of high explosives. Some who were untouched by the shells were killed by the enormous concussion of the air or through heart shock. The success of the bombardment gave the infantry a comparatively easy task. The loss of the Germans at Guillemont were dozens and dozens. Forty were found lying in a single deep dug-out, and only three were alive. There were many dead in other dugouts. "We suffered losses too, but thank God the spirit of the men in these hideous places and these frightful hours is always the same, indomitable and unbroken by the worst ordeal." ARTILLERY ACTIVITY WHAT IT REALLY MEANS TO THE ENEMY Australian-New Zealand Cable Association. (Rec. September 10, 5.5 p.m.) London, September 9. The Paris "Daily Express" correspondent throws light on the Anglo-French communiques' brief and unvarnished allusions to artillery activity. It says: "On a front of over thirty miles north and south of the river the Allies' guns are pounding the enemy's positions with a most terrible bombardment, firing all day without intermission shells of all calibres. The German lines are hidden with dust and smoke, and ever and anon the sound of bursting shells is heard above the crash of batteries which are taking toll of life and making havoc of the German munition depots. The guns thunder all night, too, until the German trenches appear like running rivers of fire." Other correspondents relate that German prisoners are amazed at the persistence of the Allied offensive. They had no idea that the British, at any rate, were able to continue so long. The possibility that we would still be hammering them after two months with the same merciless persistence as in the first week was never taken into the enemy's calculations. VIOLENT SCENES IN HUNGARIAN PARLIAMENT New York, September 9. Karl von Weigand, who is at Budapest, telegraphs to the New York "World" that, owing to the recent violent scenes in the Hungarian Parliament over the Rumanians' entrance into the war, Count Tisza (Premier) has been compelled to accept a motion for a debate on the advisability of Hungarian and Austrian delegations meeting in joint session to discuss the Austro-Hungarian foreign policy. Count Tisza's effort to explain that Austro-Hungarian diplomats and soldiers did not anticipate Rumania's belligerency was howled down, deputies shouting: "You allowed them to give you one under the ear." Count Czernin, the Austro-Hungarian Minister at Bucharest, was called a traitor and a "diplomatic clown." A demand was made that the Hungarian troops should be recalled from foreign soil to defend Hungary. RELEASED BRITISH PRISONERS MANY IN DESPERATE PLIGHT A number of British prisoners of war, who have been released from Ruhleben, have arrived in London suffering from disease contracted in consequence of harsh treatment. Several are in a desperate plight, and many are suffering from nervous and mental afflictions. Stretchers were necessary to remove some of them. AIRCRAFT RAIDS AERODROME BOMBED Official.—Naval aeroplanes on Thursday dropped heavy bombs on the aerodrome at St. Denis and Westrom with good effect. One machine has not returned. AEROPLANE LOSSES. RECORDS FOR AUGUST. Amsterdam, September 8. Aeroplanes destroyed on the West front during August averaged three of the Germans daily against rather more than two of the Allies. ITALIAN CAMPAIGN ENEMY ATTACKS REPULSED An Italian communique says: "We repulsed weak Austrian attacks at Monte Cauriol and Serravalle, and a violent attack in Lugana Valley." (The cable news in this issue accredited to the London "Times" has appeared in that journal, but only where expressly stated is such news the editorial opinion of "The Times.") [23,51,247,1528]
headline: SERIES OF HEIGHTS [1754,332,1886,347]
headline: AUSTRIANS RECAPTURE SOME MOUNTAINS. [817,975,1076,987]
article-paragraph: An Entente victory in the Balkans would lift the blockade of Russia which has operated for two years, and enable the Entente to receive her grain and troops in return for guns and munitions. French writers declare it will be a disappointment if the Allies are unable to make the best use of Rumania's intervention. If the operations fail to quickly achieve a complete Bulgarian collapse there will be no entry of Russians into Constantinople. [692,792,1202,823]
headline: FIGHTING THE TURKS [1725,871,1915,890]
subheadline: A MILLION RECRUITS TO BE CALLED UP [1324,927,1589,941]
article-paragraph: On the right of the Meuse, between Vaux and Chapitre Wood and Chenois we progressed. A German grenade attack on our new positions at Vaux Chapitre failed as a result of our curtain fire. [259,945,680,965]
headline: ARMENTIERES SHELLED BY THE GERMANS. [342,1026,597,1038]
article-paragraph: Sir Douglas Haig reports that the Germans shelled Armentieres. [268,1054,485,1064]
subheadline: ROUNDING UP SHIRKERS. [1391,1058,1523,1070]
article-paragraph: The British armoured motors in the Caucasus are commanded by Mr. G. Locker Lampson, M.P. for Salisbury. [1712,1026,1928,1046]
headline: THE REASONS FOR GENERAL FALKENHAYN'S DISMISSAL [760,454,1133,468]
headline-deck: WITHIN SIXTY MILES OF MAIN RAILWAY [304,256,635,306]
article-paragraph: An Austrian communique says: "We captured seven guns and many machine guns at Orsova." [701,959,1021,969]
headline: COMBLES TO BE DEFENDED AGAINST THE BRITISH AT ALL COSTS. [277,1352,662,1365]
